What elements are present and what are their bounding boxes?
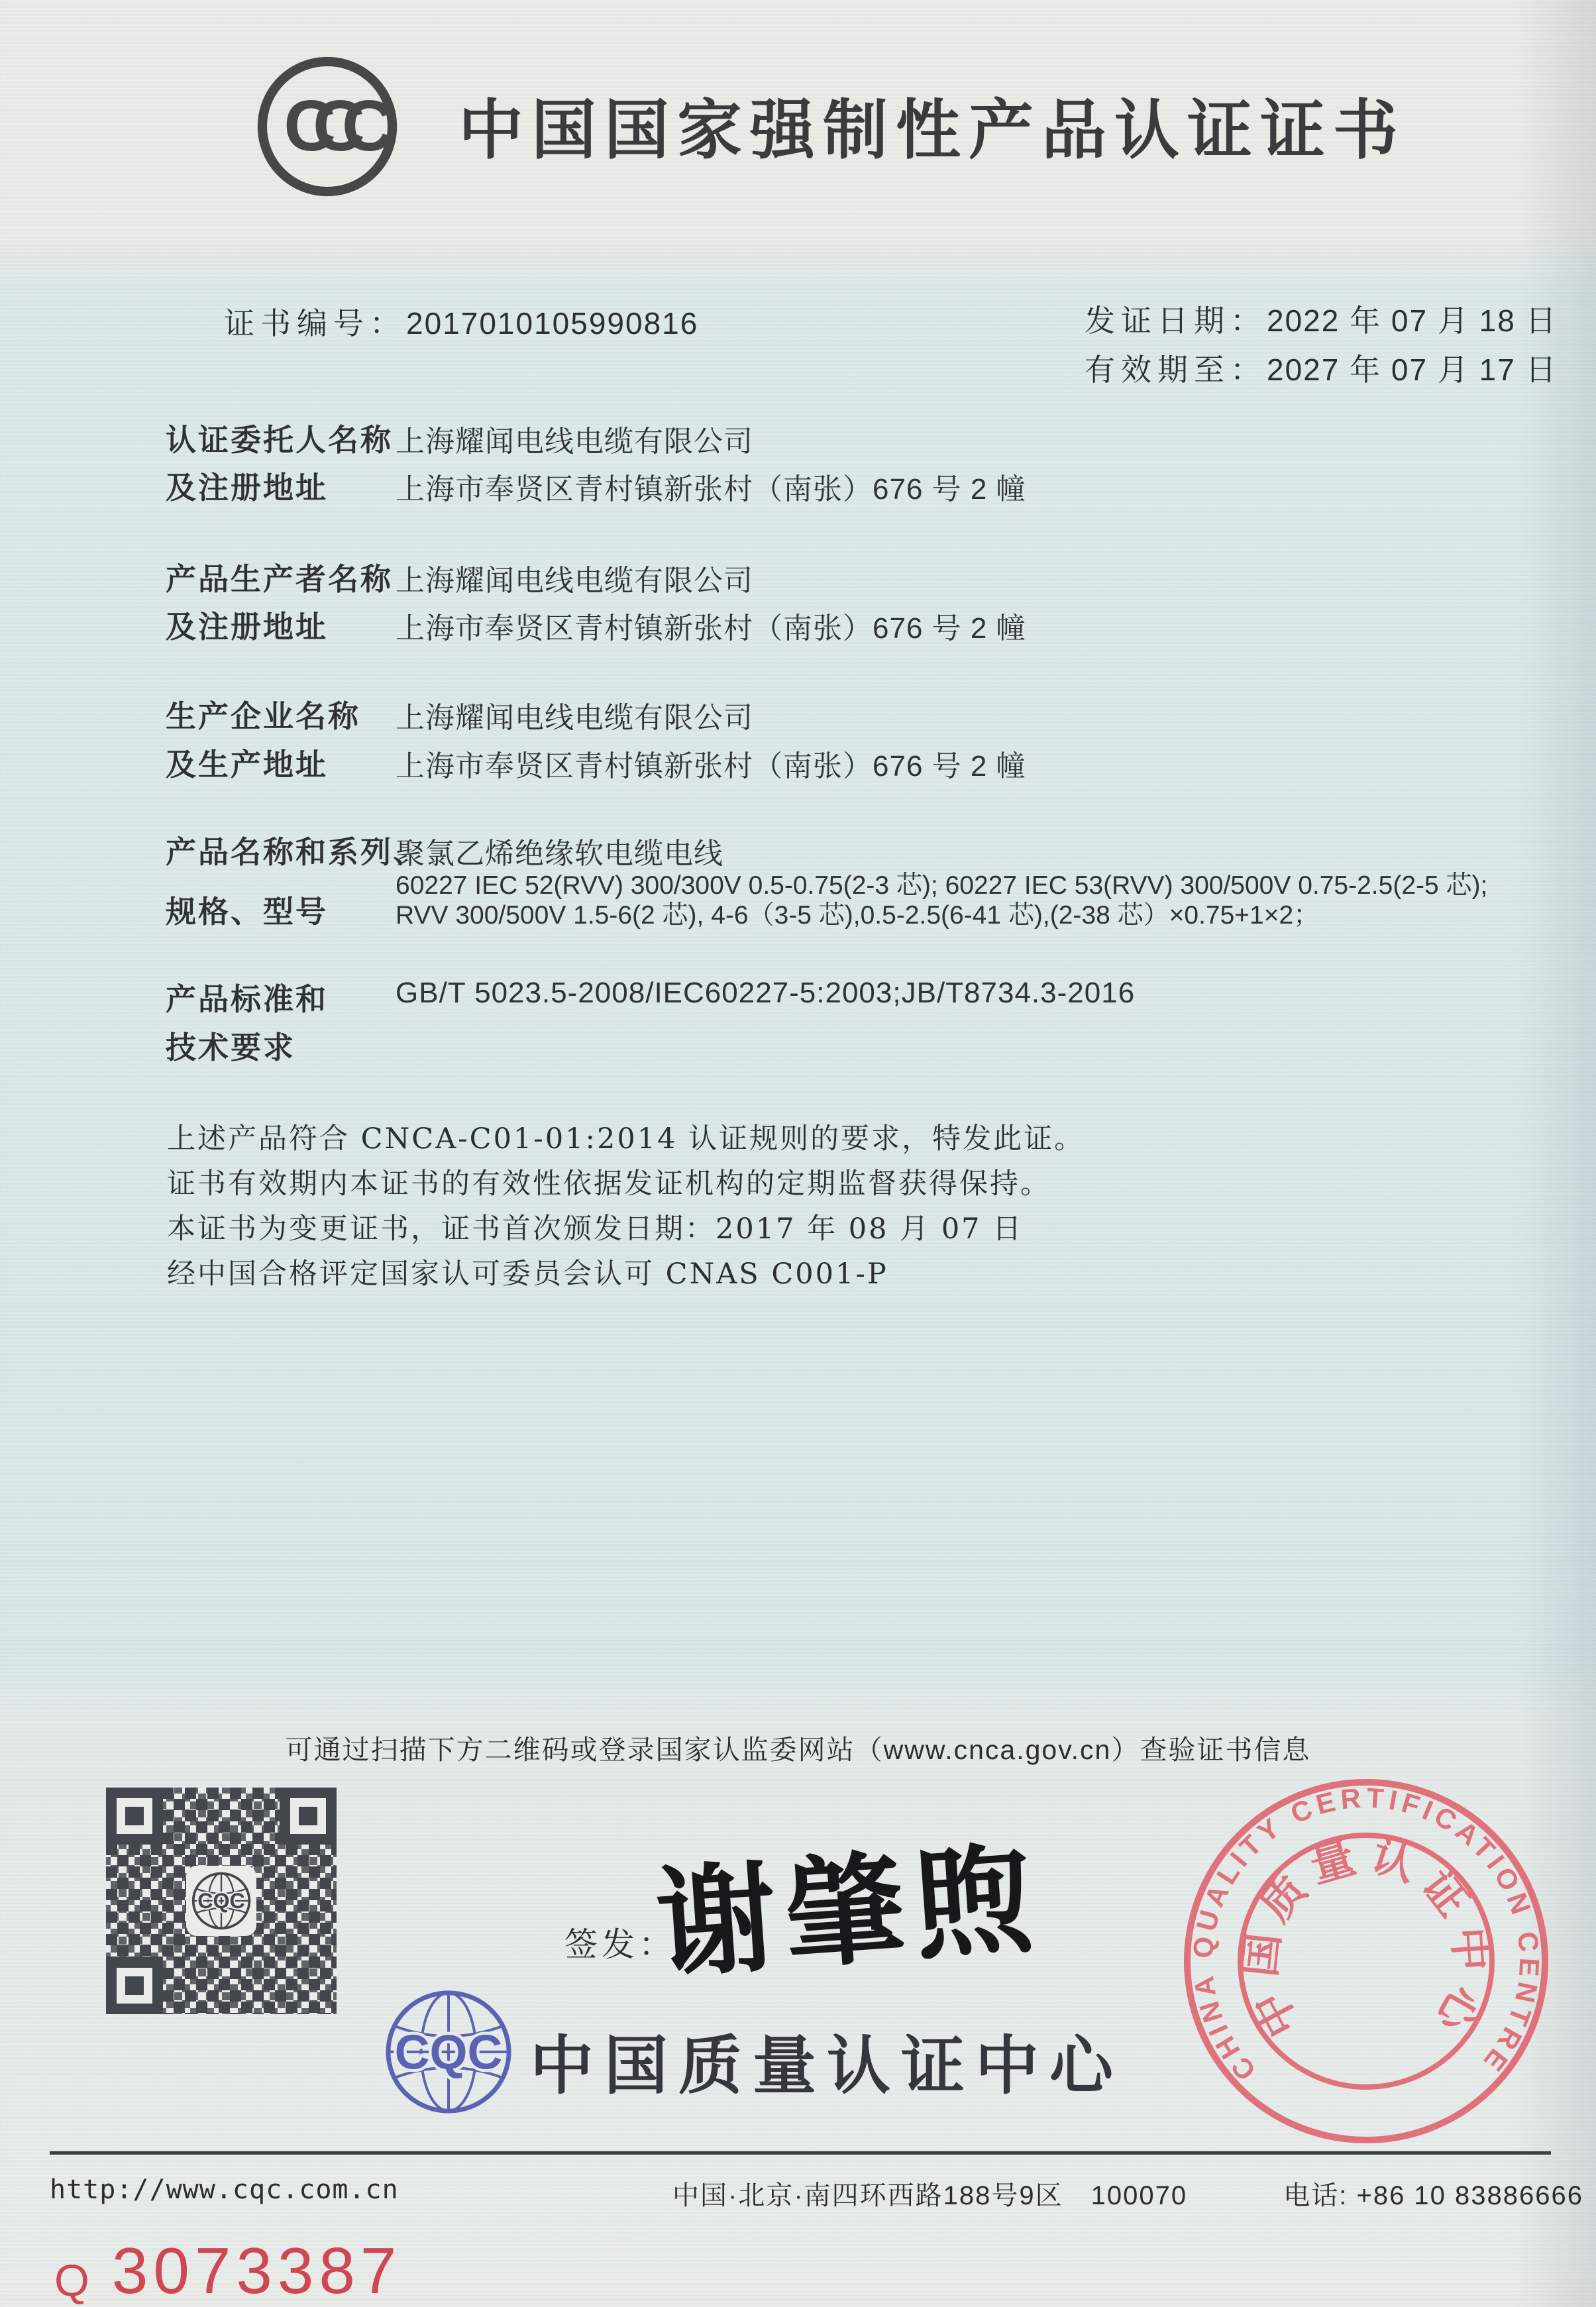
statement-line-4: 经中国合格评定国家认可委员会认可 CNAS C001-P	[167, 1258, 888, 1291]
producer-address-label: 及注册地址	[166, 610, 328, 644]
signature: 谢肇煦	[652, 1828, 1047, 1996]
statement-line-3: 本证书为变更证书，证书首次颁发日期：2017 年 08 月 07 日	[167, 1212, 1024, 1246]
seal-ring-text: CHINA QUALITY CERTIFICATION CENTRE	[1187, 1782, 1546, 2087]
factory-name-label: 生产企业名称	[166, 699, 360, 733]
cqc-logo-icon	[383, 1986, 514, 2118]
cert-number-label: 证书编号：	[224, 306, 406, 341]
qr-center-logo-text: CQC	[197, 1889, 245, 1913]
applicant-address-label: 及注册地址	[166, 470, 328, 505]
footer-address: 中国·北京·南四环西路188号9区 100070	[672, 2181, 1188, 2210]
product-series-label: 产品名称和系列、	[166, 835, 425, 869]
issuer-name: 中国质量认证中心	[530, 2031, 1124, 2102]
qr-finder-bottom-left	[106, 1957, 163, 2014]
issue-date-value: 2022 年 07 月 18 日	[1267, 303, 1558, 338]
expiry-date-row	[1085, 346, 1558, 390]
statement-line-1: 上述产品符合 CNCA-C01-01:2014 认证规则的要求，特发此证。	[167, 1122, 1085, 1155]
serial-digits: 3073387	[111, 2234, 402, 2307]
footer-divider	[50, 2151, 1551, 2155]
sign-label: 签发：	[564, 1926, 676, 1963]
factory-address-label: 及生产地址	[166, 747, 328, 782]
page-title: 中国国家强制性产品认证证书	[458, 93, 1407, 166]
expiry-date-value: 2027 年 07 月 17 日	[1267, 352, 1558, 387]
producer-name-label: 产品生产者名称	[166, 562, 393, 596]
footer-phone: 电话: +86 10 83886666	[1283, 2181, 1583, 2210]
cqc-globe-mini-icon	[191, 1870, 252, 1931]
ccc-logo-text: CCC	[284, 85, 371, 166]
applicant-name-label: 认证委托人名称	[166, 423, 393, 457]
factory-address-value: 上海市奉贤区青村镇新张村（南张）676 号 2 幢	[396, 750, 1026, 782]
issue-date-row	[1085, 297, 1558, 341]
applicant-name-value: 上海耀闻电线电缆有限公司	[396, 425, 753, 458]
statement-line-2: 证书有效期内本证书的有效性依据发证机构的定期监督获得保持。	[167, 1167, 1051, 1201]
cert-number-value: 2017010105990816	[406, 306, 699, 341]
product-model-label: 规格、型号	[166, 894, 328, 929]
cqc-logo-text: CQC	[394, 2025, 503, 2080]
ccc-logo-icon	[255, 54, 399, 199]
serial-prefix: Q	[54, 2255, 89, 2306]
standard-label-line2: 技术要求	[166, 1030, 295, 1065]
applicant-address-value: 上海市奉贤区青村镇新张村（南张）676 号 2 幢	[396, 473, 1026, 506]
product-spec-line1: 60227 IEC 52(RVV) 300/300V 0.5-0.75(2-3 芯); 60227 IEC 53(RVV) 300/500V 0.75-2.5(2-5 芯);	[396, 871, 1488, 900]
seal-inner-text: 中国质量认证中心	[1233, 1828, 1499, 2050]
product-spec-line2: RVV 300/500V 1.5-6(2 芯), 4-6（3-5 芯),0.5-2.5(6-41 芯),(2-38 芯）×0.75+1×2；	[396, 901, 1320, 930]
expiry-date-label: 有效期至：	[1085, 352, 1267, 387]
serial-number	[54, 2234, 402, 2307]
standard-value: GB/T 5023.5-2008/IEC60227-5:2003;JB/T8734.3-2016	[396, 977, 1136, 1009]
qr-code	[106, 1788, 337, 2014]
standard-label-line1: 产品标准和	[166, 982, 328, 1016]
factory-name-value: 上海耀闻电线电缆有限公司	[396, 702, 753, 734]
producer-name-value: 上海耀闻电线电缆有限公司	[396, 564, 753, 597]
producer-address-value: 上海市奉贤区青村镇新张村（南张）676 号 2 幢	[396, 612, 1026, 645]
qr-finder-top-left	[106, 1788, 163, 1845]
product-name-value: 聚氯乙烯绝缘软电缆电线	[396, 837, 723, 870]
cert-number-row	[224, 299, 698, 343]
footer-url: http://www.cqc.com.cn	[50, 2174, 399, 2205]
issue-date-label: 发证日期：	[1085, 303, 1267, 338]
svg-text:中国质量认证中心	[1234, 1829, 1498, 2049]
verify-note: 可通过扫描下方二维码或登录国家认监委网站（www.cnca.gov.cn）查验证书信息	[285, 1735, 1311, 1765]
qr-finder-top-right	[280, 1788, 337, 1845]
cqc-seal	[1167, 1762, 1565, 2160]
qr-center-logo	[186, 1866, 256, 1936]
